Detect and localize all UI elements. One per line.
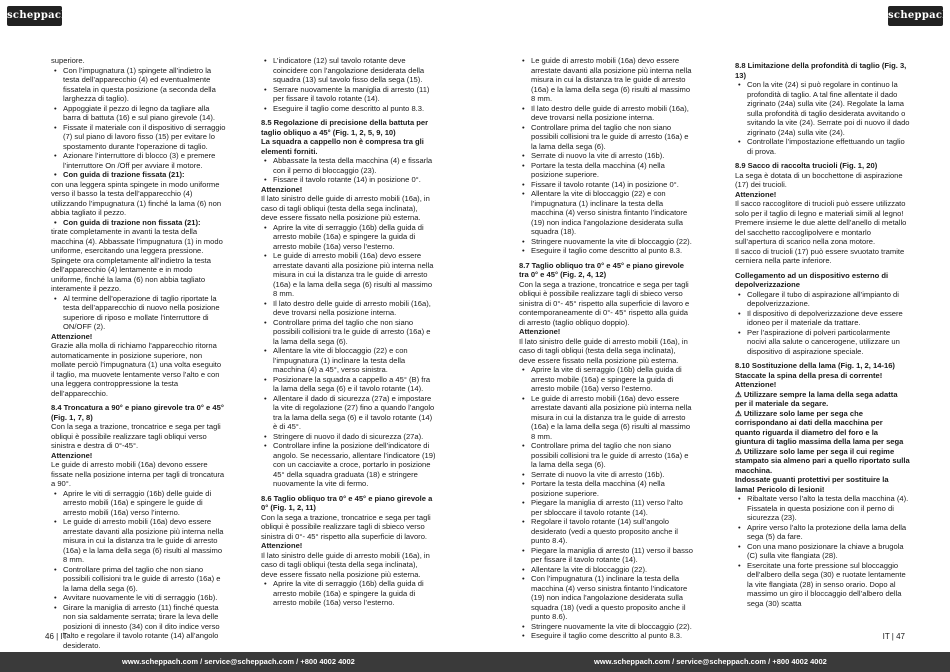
text-column-4 [735, 56, 910, 626]
bold-note: Attenzione! [261, 541, 303, 550]
footer-contact-right: www.scheppach.com / service@scheppach.com / +800 4002 4002 [594, 657, 827, 666]
bullet-item: • Per l’aspirazione di polveri particolarmente nocivi alla salute o cancerogene, utilizzare un dispositivo di aspirazione speciale. [747, 328, 910, 357]
bullet-item: • Eseguire il taglio come descritto al punto 8.3. [273, 104, 436, 114]
bullet-item: • Fissare il tavolo rotante (14) in posizione 0°. [273, 175, 436, 185]
bullet-item: • Al termine dell’operazione di taglio riportate la testa dell’apparecchio di nuovo nella posizione superiore di riposo e mollate l’interruttore di ON/OFF (2). [63, 294, 226, 332]
bullet-item: • Serrate di nuovo la vite di arresto (16b). [531, 151, 694, 161]
bullet-item: • Azionare l’interruttore di blocco (3) e premere l’interruttore On /Off per avviare il motore. [63, 151, 226, 170]
bullet-item: • Abbassate la testa della macchina (4) e fissarla con il perno di bloccaggio (23). [273, 156, 436, 175]
bullet-item: • Stringere di nuovo il dado di sicurezza (27a). [273, 432, 436, 442]
bullet-item: • Collegare il tubo di aspirazione all’impianto di depolverizzazione. [747, 290, 910, 309]
bold-note: Indossate guanti protettivi per sostituire la lama! Pericolo di lesioni! [735, 475, 889, 494]
page-number-right: IT | 47 [882, 632, 905, 641]
bullet-item: • Portare la testa della macchina (4) nella posizione superiore. [531, 161, 694, 180]
bullet-item: • Le guide di arresto mobili (16a) devo essere arrestate davanti alla posizione più interna nella misura in cui la distanza tra le guide di arresto (16a) e la lama della sega (6) risulti al massimo 8 mm. [531, 394, 694, 442]
bullet-item: • Stringere nuovamente la vite di bloccaggio (22). [531, 622, 694, 632]
paragraph: Il sacco di trucioli (17) può essere svuotato tramite cerniera nella parte inferiore. [735, 246, 905, 265]
bullet-item: • Stringere nuovamente la vite di bloccaggio (22). [531, 237, 694, 247]
bold-note: Staccate la spina della presa di corrente! [735, 370, 883, 380]
bullet-item: • Eseguire il taglio come descritto al punto 8.3. [531, 246, 694, 256]
bullet-item: • Allentare la vite di bloccaggio (22) e con l’impugnatura (1) inclinare la testa della macchina (4) verso sinistra fintanto l’indicatore (19) non indica l’angolazione desiderata sulla squadra (18). [531, 189, 694, 237]
section-heading: 8.7 Taglio obliquo tra 0° e 45° e piano girevole tra 0° e 45° (Fig. 2, 4, 12) [519, 260, 685, 279]
bullet-item: • L’indicatore (12) sul tavolo rotante deve coincidere con l’angolazione desiderata della squadra (13) sul tavolo fisso della sega (15). [273, 56, 436, 85]
text-column-3 [519, 56, 694, 640]
bold-note: Attenzione! [735, 380, 777, 389]
bullet-item: • Piegare la maniglia di arresto (11) verso l’alto per sbloccare il tavolo rotante (14). [531, 498, 694, 517]
section-heading: 8.6 Taglio obliquo tra 0° e 45° e piano girevole a 0° (Fig. 1, 2, 11) [261, 493, 433, 512]
paragraph: Le guide di arresto mobili (16a) devono essere fissate nella posizione interna per tagli di troncatura a 90°. [51, 460, 225, 488]
bullet-item: • Le guide di arresto mobili (16a) devo essere arrestate davanti alla posizione più interna nella misura in cui la distanza tra le guide di arresto (16a) e la lama della sega (6) risulti al massimo 8 mm. [63, 517, 226, 565]
warning-note: ⚠ Utilizzare solo lame per sega il cui regime stampato sia almeno pari a quello riportato sulla macchina. [735, 446, 910, 475]
paragraph: tirate completamente in avanti la testa della macchina (4). Abbassate l’impugnatura (1) in modo uniforme, esercitando una leggera pressione. Spingete ora completamente all’indietro la testa dell’apparecchio (4) lentamente e in modo uniforme, finché la lama (6) non abbia tagliato interamente il pezzo. [51, 227, 223, 293]
warning-note: ⚠ Utilizzare sempre la lama della sega adatta per il materiale da segare. [735, 389, 898, 408]
bullet-item: • Controllare prima del taglio che non siano possibili collisioni tra le guide di arresto (16a) e la lama della sega (6). [531, 123, 694, 152]
bullet-item: • Con guida di trazione fissata (21): [63, 170, 226, 180]
bold-note: Attenzione! [735, 189, 777, 199]
bullet-item: • Con una mano posizionare la chiave a brugola (C) sulla vite flangiata (28). [747, 542, 910, 561]
paragraph: La sega è dotata di un bocchettone di aspirazione (17) dei trucioli. [735, 170, 903, 189]
paragraph: con una leggera spinta spingete in modo uniforme verso il basso la testa dell’apparecchio (4) utilizzando l’impugnatura (1) finché la lama (6) non abbia tagliato il pezzo. [51, 179, 222, 217]
bold-note: Attenzione! [51, 331, 93, 341]
bullet-item: • Allentare la vite di bloccaggio (22). [531, 565, 694, 575]
footer-contact-left: www.scheppach.com / service@scheppach.com / +800 4002 4002 [122, 657, 355, 666]
section-heading: 8.10 Sostituzione della lama (Fig. 1, 2, 14-16) [735, 361, 895, 370]
page-number-left: 46 | IT [45, 632, 68, 641]
bullet-item: • Con l’impugnatura (1) spingete all’indietro la testa dell’apparecchio (4) ed eventualmente fissatela in questa posizione (a seconda della larghezza di taglio). [63, 66, 226, 104]
bullet-item: • Il dispositivo di depolverizzazione deve essere idoneo per il materiale da trattare. [747, 309, 910, 328]
bullet-item: • Controllate l’impostazione effettuando un taglio di prova. [747, 137, 910, 156]
bullet-item: • Serrate di nuovo la vite di arresto (16b). [531, 470, 694, 480]
bullet-item: • Aprire le viti di serraggio (16b) delle guide di arresto mobili (16a) e spingere le guide di arresto mobili (16a) verso l’interno. [63, 489, 226, 518]
bullet-item: • Fissate il materiale con il dispositivo di serraggio (7) sul piano di lavoro fisso (15) per evitare lo spostamento durante l’operazione di taglio. [63, 123, 226, 152]
bullet-item: • Ribaltate verso l’alto la testa della macchina (4). Fissatela in questa posizione con il perno di sicurezza (23). [747, 494, 910, 523]
paragraph: Il lato sinistro delle guide di arresto mobili (16a), in caso di tagli obliqui (testa della sega inclinata), deve essere fissato nella posizione più esterna. [261, 550, 430, 579]
bullet-item: • Aprire verso l’alto la protezione della lama della sega (5) da fare. [747, 523, 910, 542]
bullet-item: • Il lato destro delle guide di arresto mobili (16a), deve trovarsi nella posizione interna. [273, 299, 436, 318]
bullet-item: • Controllare prima del taglio che non siano possibili collisioni tra le guide di arresto (16a) e la lama della sega (6). [531, 441, 694, 470]
bullet-item: • Serrare nuovamente la maniglia di arresto (11) per fissare il tavolo rotante (14). [273, 85, 436, 104]
bullet-item: • Esercitate una forte pressione sul bloccaggio dell’albero della sega (30) e ruotate lentamente la vite flangiata (28) in senso orario. Dopo al massimo un giro il bloccaggio dell’albero della sega (30) scatta [747, 561, 910, 609]
paragraph: Grazie alla molla di richiamo l’apparecchio ritorna automaticamente in posizione superiore, non mollate perciò l’impugnatura (1) una volta eseguito il taglio, ma muovete lentamente verso l’alto e con una leggera controppressione la testa dell’apparecchio. [51, 341, 222, 398]
section-heading: Collegamento ad un dispositivo esterno di depolverizzazione [735, 270, 889, 289]
bullet-item: • Controllare prima del taglio che non siano possibili collisioni tra le guide di arresto (16a) e la lama della sega (6). [273, 318, 436, 347]
bullet-item: • Allentare il dado di sicurezza (27a) e impostare la vite di regolazione (27) fino a quando l’angolo tra la lama della sega (6) e il tavolo rotante (14) è di 45°. [273, 394, 436, 432]
section-heading: 8.8 Limitazione della profondità di taglio (Fig. 3, 13) [735, 61, 907, 80]
footer-bar [0, 652, 950, 672]
bold-note: Attenzione! [261, 184, 303, 194]
section-heading: 8.9 Sacco di raccolta trucioli (Fig. 1, 20) [735, 161, 878, 170]
bullet-item: • Con guida di trazione non fissata (21): [63, 218, 226, 228]
bullet-item: • Aprire la vite di serraggio (16b) della guida di arresto mobile (16a) e spingere la guida di arresto mobile (16a) verso l’esterno. [531, 365, 694, 394]
bullet-item: • Le guide di arresto mobili (16a) devo essere arrestate davanti alla posizione più interna nella misura in cui la distanza tra le guide di arresto (16a) e la lama della sega (6) risulti al massimo 8 mm. [531, 56, 694, 104]
bullet-item: • Fissare il tavolo rotante (14) in posizione 0°. [531, 180, 694, 190]
bullet-item: • Piegare la maniglia di arresto (11) verso il basso per fissare il tavolo rotante (14). [531, 546, 694, 565]
bullet-item: • Allentare la vite di bloccaggio (22) e con l’impugnatura (1) inclinare la testa della macchina (4) a 45°, verso sinistra. [273, 346, 436, 375]
bullet-item: • Portare la testa della macchina (4) nella posizione superiore. [531, 479, 694, 498]
bullet-item: • Regolare il tavolo rotante (14) sull’angolo desiderato (vedi a questo proposito anche il punto 8.4). [531, 517, 694, 546]
text-column-2 [261, 56, 436, 626]
bullet-item: • Il lato destro delle guide di arresto mobili (16a), deve trovarsi nella posizione interna. [531, 104, 694, 123]
section-heading: 8.4 Troncatura a 90° e piano girevole tra 0° e 45° (Fig. 1, 7, 8) [51, 403, 224, 422]
bullet-item: • Con la vite (24) si può regolare in continuo la profondità di taglio. A tal fine allentate il dado zigrinato (24a) sulla vite (24). Regolate la lama sulla profondità di taglio desiderata avvitando o svitando la vite (24). Serrate poi di nuovo il dado zigrinato (24a) sulla vite (24). [747, 80, 910, 137]
paragraph: Il lato sinistro delle guide di arresto mobili (16a), in caso di tagli obliqui (testa della sega inclinata), deve essere fissato nella posizione più esterna. [261, 194, 430, 222]
bullet-item: • Aprire la vite di serraggio (16b) della guida di arresto mobile (16a) e spingere la guida di arresto mobile (16a) verso l’esterno. [273, 223, 436, 252]
paragraph: Con la sega a trazione, troncatrice e sega per tagli obliqui è possibile realizzare tagli obliqui verso sinistra e destra di 0°-45°. [51, 422, 221, 450]
brand-logo: scheppach [7, 6, 62, 26]
brand-logo: scheppach [888, 6, 943, 26]
bullet-item: • Eseguire il taglio come descritto al punto 8.3. [531, 631, 694, 641]
section-heading: 8.5 Regolazione di precisione della battuta per taglio obliquo a 45° (Fig. 1, 2, 5, 9, 10) [261, 118, 429, 137]
bullet-item: • Controllare prima del taglio che non siano possibili collisioni tra le guide di arresto (16a) e la lama della sega (6). [63, 565, 226, 594]
bullet-item: • Con l’impugnatura (1) inclinare la testa della macchina (4) verso sinistra fintanto l’indicatore (19) non indica l’angolazione desiderata sulla squadra (18) (vedi a questo proposito anche il punto 8.6). [531, 574, 694, 622]
bullet-item: • Controllare infine la posizione dell’indicatore di angolo. Se necessario, allentare l’indicatore (19) con un cacciavite a croce, portarlo in posizione 45° della squadra graduata (18) e stringere nuovamente la vite di fermo. [273, 441, 436, 489]
bullet-item: • Aprire la vite di serraggio (16b) della guida di arresto mobile (16a) e spingere la guida di arresto mobile (16a) verso l’esterno. [273, 579, 436, 608]
bullet-item: • Appoggiate il pezzo di legno da tagliare alla barra di battuta (16) e sul piano girevole (14). [63, 104, 226, 123]
bold-note: La squadra a cappello non è compresa tra gli elementi forniti. [261, 137, 424, 156]
bold-note: Attenzione! [519, 327, 561, 336]
bullet-item: • Avvitare nuovamente le viti di serraggio (16b). [63, 593, 226, 603]
warning-note: ⚠ Utilizzare solo lame per sega che corrispondano ai dati della macchina per quanto riguarda il diametro del foro e la giuntura di taglio massima della lama per sega [735, 408, 904, 446]
paragraph: superiore. [51, 56, 85, 65]
bullet-item: • Girare la maniglia di arresto (11) finché questa non sia saldamente serrata; tirare la leva delle posizioni di innesto (34) con il dito indice verso l’alto e regolare il tavolo rotante (14) all’angolo desiderato. [63, 603, 226, 651]
bullet-item: • Le guide di arresto mobili (16a) devo essere arrestate davanti alla posizione più interna nella misura in cui la distanza tra le guide di arresto (16a) e la lama della sega (6) risulti al massimo 8 mm. [273, 251, 436, 299]
paragraph: Con la sega a trazione, troncatrice e sega per tagli obliqui è possibile realizzare tagli di sbieco verso sinistra di 0°- 45° rispetto alla superficie di lavoro e contemporaneamente di 0°- 45° rispetto alla guida di arresto (taglio obliquo doppio). [519, 279, 690, 327]
paragraph: Il lato sinistro delle guide di arresto mobili (16a), in caso di tagli obliqui (testa della sega inclinata), deve essere fissato nella posizione più esterna. [519, 336, 688, 365]
paragraph: Il sacco raccoglitore di trucioli può essere utilizzato solo per il taglio di legno e materiali simili al legno! Premere insieme le due alette dell’anello di metallo del sacchetto raccoglipolvere e montarlo sull’apertura di scarico nella zona motore. [735, 199, 907, 246]
paragraph: Con la sega a trazione, troncatrice e sega per tagli obliqui è possibile realizzare tagli di sbieco verso sinistra di 0°- 45° rispetto alla superficie di lavoro. [261, 512, 431, 541]
bullet-item: • Posizionare la squadra a cappello a 45° (B) fra la lama della sega (6) e il tavolo rotante (14). [273, 375, 436, 394]
bold-note: Attenzione! [51, 450, 93, 460]
